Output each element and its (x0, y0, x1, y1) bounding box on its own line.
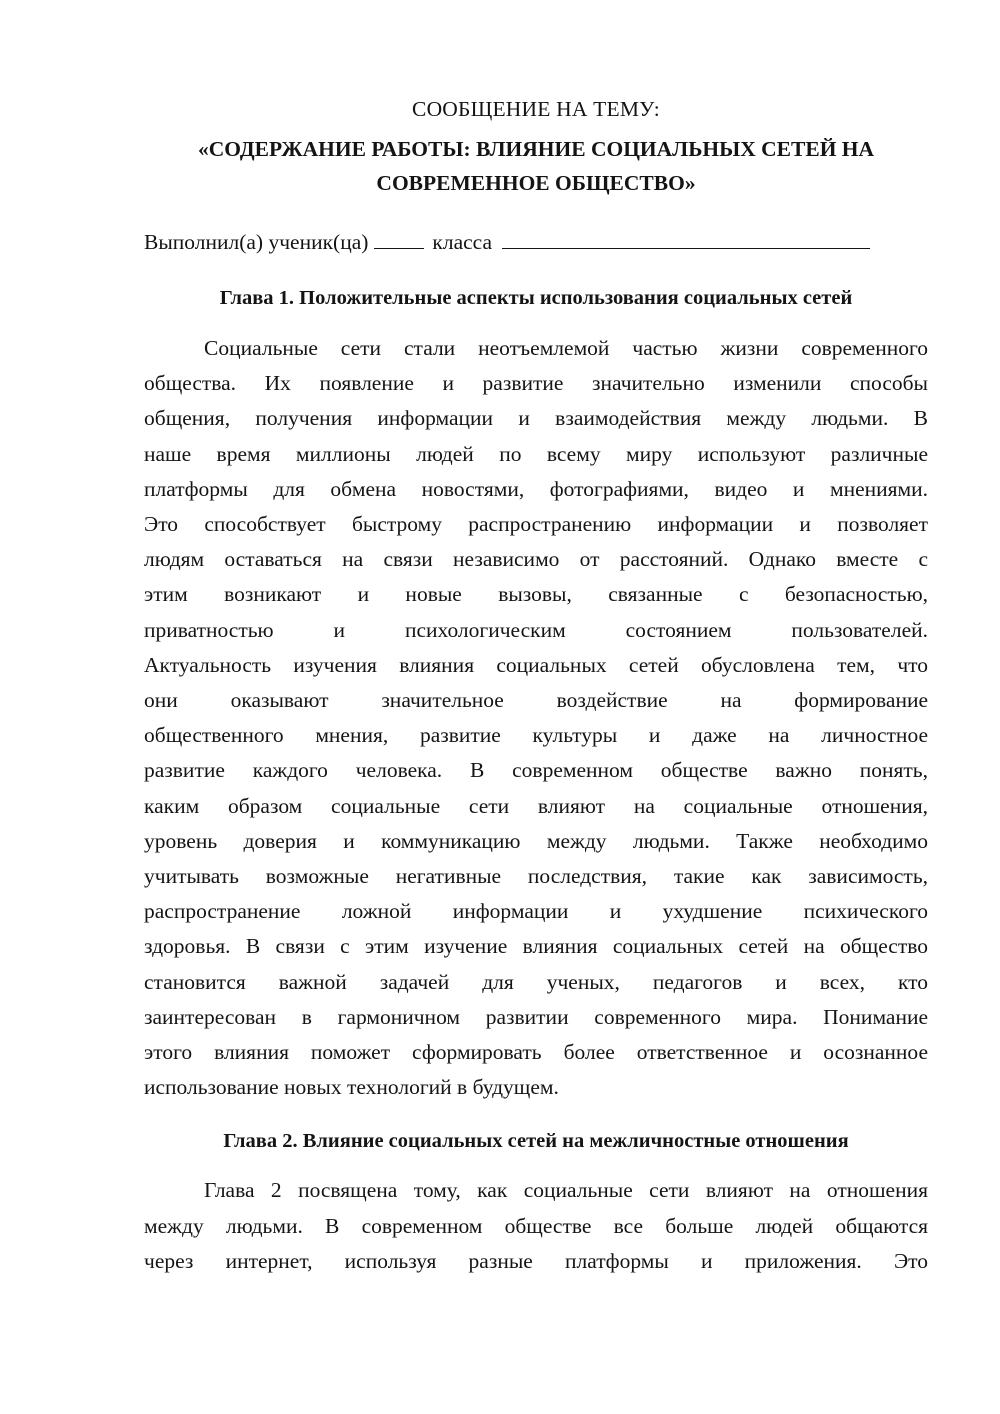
text-line: Социальные сети стали неотъемлемой частью жизни современного (204, 336, 928, 360)
name-blank-field (502, 224, 870, 249)
class-blank-field (374, 224, 424, 249)
text-line: общественного мнения, развитие культуры и даже на личностное (144, 723, 928, 748)
text-line: уровень доверия и коммуникацию между людьми. Также необходимо (144, 828, 928, 853)
text-line: через интернет, используя разные платформы и приложения. Это (144, 1248, 928, 1273)
text-line: Это способствует быстрому распространению информации и позволяет (144, 512, 928, 537)
signature-label: Выполнил(а) ученик(ца) (144, 230, 369, 254)
text-line: общества. Их появление и развитие значительно изменили способы (144, 371, 928, 396)
text-line: Актуальность изучения влияния социальных сетей обусловлена тем, что (144, 652, 928, 677)
text-line: они оказывают значительное воздействие на формирование (144, 688, 928, 713)
document-kicker: СООБЩЕНИЕ НА ТЕМУ: (412, 97, 660, 121)
chapter-1-heading: Глава 1. Положительные аспекты использования социальных сетей (219, 287, 853, 309)
text-line: Глава 2 посвящена тому, как социальные сети влияют на отношения (204, 1178, 928, 1203)
chapter-1-paragraph (144, 331, 928, 1105)
text-line: приватностью и психологическим состоянием пользователей. (144, 617, 928, 642)
document-title-line-2: СОВРЕМЕННОЕ ОБЩЕСТВО» (376, 171, 696, 195)
class-label: класса (432, 230, 493, 254)
text-line: развитие каждого человека. В современном обществе важно понять, (144, 758, 928, 783)
chapter-2-paragraph (144, 1173, 928, 1279)
text-line: использование новых технологий в будущем. (144, 1075, 559, 1100)
text-line: этим возникают и новые вызовы, связанные с безопасностью, (144, 582, 928, 607)
signature-line (144, 224, 928, 259)
text-line: общения, получения информации и взаимодействия между людьми. В (144, 406, 928, 431)
document-title (144, 132, 928, 200)
text-line: этого влияния поможет сформировать более ответственное и осознанное (144, 1040, 928, 1065)
text-line: здоровья. В связи с этим изучение влияния социальных сетей на общество (144, 934, 928, 959)
text-line: заинтересован в гармоничном развитии современного мира. Понимание (144, 1004, 928, 1029)
text-line: наше время миллионы людей по всему миру используют различные (144, 441, 928, 466)
text-line: платформы для обмена новостями, фотографиями, видео и мнениями. (144, 476, 928, 501)
text-line: каким образом социальные сети влияют на социальные отношения, (144, 793, 928, 818)
text-line: становится важной задачей для ученых, педагогов и всех, кто (144, 969, 928, 994)
text-line: между людьми. В современном обществе все больше людей общаются (144, 1213, 928, 1238)
text-line: людям оставаться на связи независимо от расстояний. Однако вместе с (144, 547, 928, 572)
chapter-2-heading: Глава 2. Влияние социальных сетей на межличностные отношения (223, 1130, 849, 1153)
document-page (144, 92, 928, 1279)
text-line: учитывать возможные негативные последствия, такие как зависимость, (144, 864, 928, 889)
document-title-line-1: «СОДЕРЖАНИЕ РАБОТЫ: ВЛИЯНИЕ СОЦИАЛЬНЫХ СЕТЕЙ НА (197, 137, 875, 161)
text-line: распространение ложной информации и ухудшение психического (144, 899, 928, 924)
